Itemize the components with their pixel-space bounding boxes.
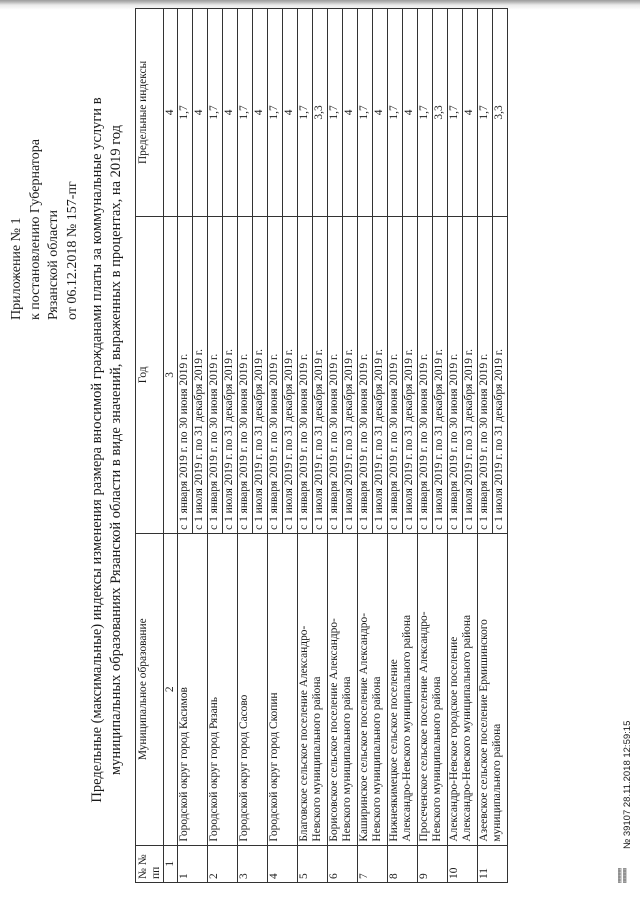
municipality-cell [418, 533, 448, 845]
row-number: 1 [178, 845, 208, 882]
period-second-half: с 1 июля 2019 г. по 31 декабря 2019 г. [463, 216, 478, 533]
period-first-half: с 1 января 2019 г. по 30 июня 2019 г. [178, 216, 193, 533]
index-first-half: 1,7 [178, 9, 193, 217]
index-first-half: 1,7 [448, 9, 463, 217]
index-first-half: 1,7 [358, 9, 373, 217]
period-first-half: с 1 января 2019 г. по 30 июня 2019 г. [208, 216, 223, 533]
municipality-name-line-1: Александро-Невское городское поселение [448, 636, 460, 842]
index-first-half: 1,7 [388, 9, 403, 217]
municipality-name-line-2: Александро-Невского муниципального района [401, 614, 413, 842]
period-first-half: с 1 января 2019 г. по 30 июня 2019 г. [268, 216, 283, 533]
municipality-name-line-1: Городской округ город Скопин [268, 692, 280, 842]
municipality-name-line-2: Невского муниципального района [341, 676, 353, 842]
table-row [358, 9, 373, 883]
municipality-cell [478, 533, 508, 845]
table-row [448, 9, 463, 883]
period-second-half: с 1 июля 2019 г. по 31 декабря 2019 г. [373, 216, 388, 533]
row-number: 2 [208, 845, 238, 882]
municipality-cell [268, 533, 298, 845]
index-second-half: 4 [373, 9, 388, 217]
index-second-half: 3,3 [313, 9, 328, 217]
header-number: № № пп [136, 845, 164, 882]
header-municipality: Муниципальное образование [136, 533, 164, 845]
period-second-half: с 1 июля 2019 г. по 31 декабря 2019 г. [493, 216, 508, 533]
municipality-name-line-2: Невского муниципального района [371, 676, 383, 842]
period-first-half: с 1 января 2019 г. по 30 июня 2019 г. [238, 216, 253, 533]
table-row [268, 9, 283, 883]
appendix-number: Приложение № 1 [9, 217, 24, 320]
row-number: 6 [328, 845, 358, 882]
period-first-half: с 1 января 2019 г. по 30 июня 2019 г. [358, 216, 373, 533]
period-second-half: с 1 июля 2019 г. по 31 декабря 2019 г. [253, 216, 268, 533]
period-second-half: с 1 июля 2019 г. по 31 декабря 2019 г. [403, 216, 418, 533]
row-number: 4 [268, 845, 298, 882]
period-first-half: с 1 января 2019 г. по 30 июня 2019 г. [298, 216, 313, 533]
indices-table [135, 8, 508, 883]
period-second-half: с 1 июля 2019 г. по 31 декабря 2019 г. [283, 216, 298, 533]
municipality-cell [388, 533, 418, 845]
index-second-half: 4 [463, 9, 478, 217]
column-number: 1 [164, 845, 178, 882]
appendix-resolution: к постановлению Губернатора [27, 139, 43, 320]
table-row [328, 9, 343, 883]
title-line-1: Предельные (максимальные) индексы изменения размера вносимой гражданами платы за коммунальные услуги в [89, 97, 105, 803]
index-second-half: 4 [253, 9, 268, 217]
table-row [478, 9, 493, 883]
index-second-half: 4 [403, 9, 418, 217]
period-second-half: с 1 июля 2019 г. по 31 декабря 2019 г. [223, 216, 238, 533]
period-first-half: с 1 января 2019 г. по 30 июня 2019 г. [388, 216, 403, 533]
row-number: 9 [418, 845, 448, 882]
index-first-half: 1,7 [208, 9, 223, 217]
period-second-half: с 1 июля 2019 г. по 31 декабря 2019 г. [343, 216, 358, 533]
appendix-header [8, 20, 82, 320]
table-row [238, 9, 253, 883]
column-number-row [164, 9, 178, 883]
table-row [178, 9, 193, 883]
footer-reference: № 39107 28.11.2018 12:59:15 [622, 720, 633, 849]
table-header-row [136, 9, 164, 883]
period-first-half: с 1 января 2019 г. по 30 июня 2019 г. [478, 216, 493, 533]
row-number: 3 [238, 845, 268, 882]
index-second-half: 4 [343, 9, 358, 217]
municipality-name-line-1: Каширинское сельское поселение Александро- [358, 613, 370, 842]
column-number: 4 [164, 9, 178, 217]
document-title [88, 15, 126, 885]
municipality-name-line-1: Борисовское сельское поселение Александро- [328, 618, 340, 842]
municipality-name-line-1: Благовское сельское поселение Александро- [298, 625, 310, 842]
municipality-name-line-1: Городской округ город Касимов [178, 687, 190, 842]
period-first-half: с 1 января 2019 г. по 30 июня 2019 г. [448, 216, 463, 533]
index-first-half: 1,7 [418, 9, 433, 217]
municipality-name-line-2: Невского муниципального района [431, 676, 443, 842]
index-first-half: 1,7 [478, 9, 493, 217]
index-second-half: 4 [283, 9, 298, 217]
table-body [178, 9, 508, 883]
municipality-cell [298, 533, 328, 845]
municipality-name-line-1: Городской округ город Сасово [238, 694, 250, 842]
index-first-half: 1,7 [268, 9, 283, 217]
index-second-half: 4 [193, 9, 208, 217]
period-first-half: с 1 января 2019 г. по 30 июня 2019 г. [328, 216, 343, 533]
column-number: 2 [164, 533, 178, 845]
table-row [388, 9, 403, 883]
row-number: 8 [388, 845, 418, 882]
period-second-half: с 1 июля 2019 г. по 31 декабря 2019 г. [433, 216, 448, 533]
title-line-2: муниципальных образованиях Рязанской области в виде значений, выраженных в процентах, на 2019 год [108, 124, 124, 776]
index-second-half: 4 [223, 9, 238, 217]
appendix-region: Рязанской области [46, 209, 61, 320]
table-row [208, 9, 223, 883]
period-second-half: с 1 июля 2019 г. по 31 декабря 2019 г. [193, 216, 208, 533]
index-first-half: 1,7 [328, 9, 343, 217]
municipality-cell [328, 533, 358, 845]
header-year: Год [136, 216, 164, 533]
municipality-name-line-2: муниципального района [491, 723, 503, 842]
column-number: 3 [164, 216, 178, 533]
appendix-date: от 06.12.2018 № 157-пг [64, 181, 80, 320]
index-second-half: 3,3 [493, 9, 508, 217]
municipality-cell [238, 533, 268, 845]
municipality-cell [358, 533, 388, 845]
municipality-name-line-1: Городской округ город Рязань [208, 697, 220, 842]
registration-stamp-mark: ▤▤▤▤▤ ▥▥▥▥▥ [617, 867, 628, 883]
table-row [298, 9, 313, 883]
municipality-cell [448, 533, 478, 845]
index-second-half: 3,3 [433, 9, 448, 217]
period-first-half: с 1 января 2019 г. по 30 июня 2019 г. [418, 216, 433, 533]
index-first-half: 1,7 [298, 9, 313, 217]
municipality-name-line-2: Александро-Невского муниципального района [461, 614, 473, 842]
municipality-name-line-1: Нижнеякимецкое сельское поселение [388, 659, 400, 842]
row-number: 10 [448, 845, 478, 882]
municipality-name-line-1: Просеченское сельское поселение Александро- [418, 611, 430, 842]
index-first-half: 1,7 [238, 9, 253, 217]
header-indices: Предельные индексы [136, 9, 164, 217]
row-number: 7 [358, 845, 388, 882]
row-number: 11 [478, 845, 508, 882]
table-row [418, 9, 433, 883]
municipality-cell [178, 533, 208, 845]
municipality-name-line-1: Азеевское сельское поселение Ермишинского [478, 619, 490, 842]
municipality-name-line-2: Невского муниципального района [311, 676, 323, 842]
row-number: 5 [298, 845, 328, 882]
period-second-half: с 1 июля 2019 г. по 31 декабря 2019 г. [313, 216, 328, 533]
municipality-cell [208, 533, 238, 845]
